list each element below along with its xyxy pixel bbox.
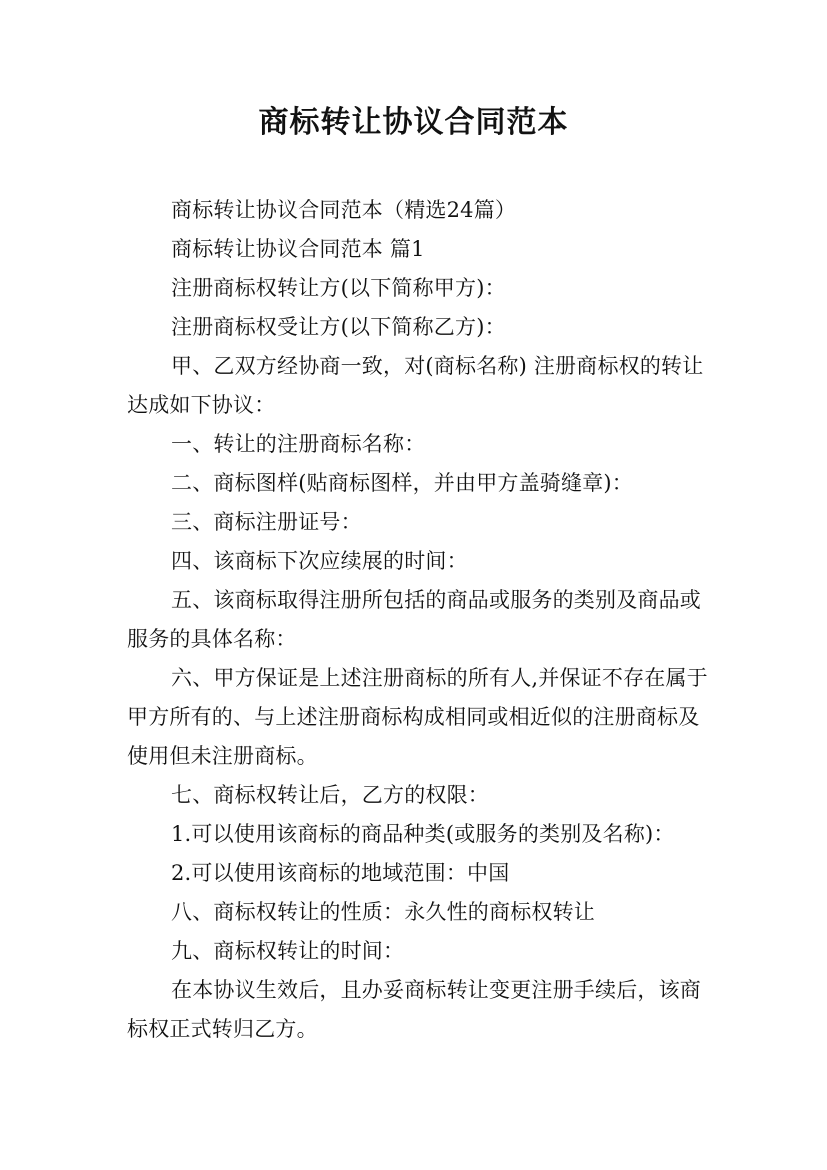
body-paragraph: 八、商标权转让的性质：永久性的商标权转让: [171, 900, 595, 924]
body-paragraph: 五、该商标取得注册所包括的商品或服务的类别及商品或服务的具体名称：: [127, 588, 701, 651]
body-paragraph: 三、商标注册证号：: [171, 510, 362, 534]
body-paragraph: 2.可以使用该商标的地域范围：中国: [171, 861, 510, 885]
body-paragraph: 七、商标权转让后，乙方的权限：: [171, 783, 489, 807]
body-paragraph: 二、商标图样(贴商标图样，并由甲方盖骑缝章)：: [171, 471, 633, 495]
body-paragraph: 在本协议生效后，且办妥商标转让变更注册手续后，该商标权正式转归乙方。: [127, 978, 701, 1041]
body-paragraph: 注册商标权受让方(以下简称乙方)：: [171, 315, 506, 339]
body-paragraph: 1.可以使用该商标的商品种类(或服务的类别及名称)：: [171, 822, 675, 846]
body-paragraph: 注册商标权转让方(以下简称甲方)：: [171, 276, 506, 300]
document-body: [127, 191, 709, 1049]
body-paragraph: 六、甲方保证是上述注册商标的所有人,并保证不存在属于甲方所有的、与上述注册商标构成相同或相近似的注册商标及使用但未注册商标。: [127, 666, 708, 768]
document-title: 商标转让协议合同范本: [258, 105, 569, 140]
body-paragraph: 商标转让协议合同范本（精选24篇）: [171, 198, 517, 222]
body-paragraph: 一、转让的注册商标名称：: [171, 432, 426, 456]
body-paragraph: 甲、乙双方经协商一致，对(商标名称) 注册商标权的转让达成如下协议：: [127, 354, 704, 417]
body-paragraph: 九、商标权转让的时间：: [171, 939, 405, 963]
body-paragraph: 商标转让协议合同范本 篇1: [171, 237, 425, 261]
body-paragraph: 四、该商标下次应续展的时间：: [171, 549, 468, 573]
